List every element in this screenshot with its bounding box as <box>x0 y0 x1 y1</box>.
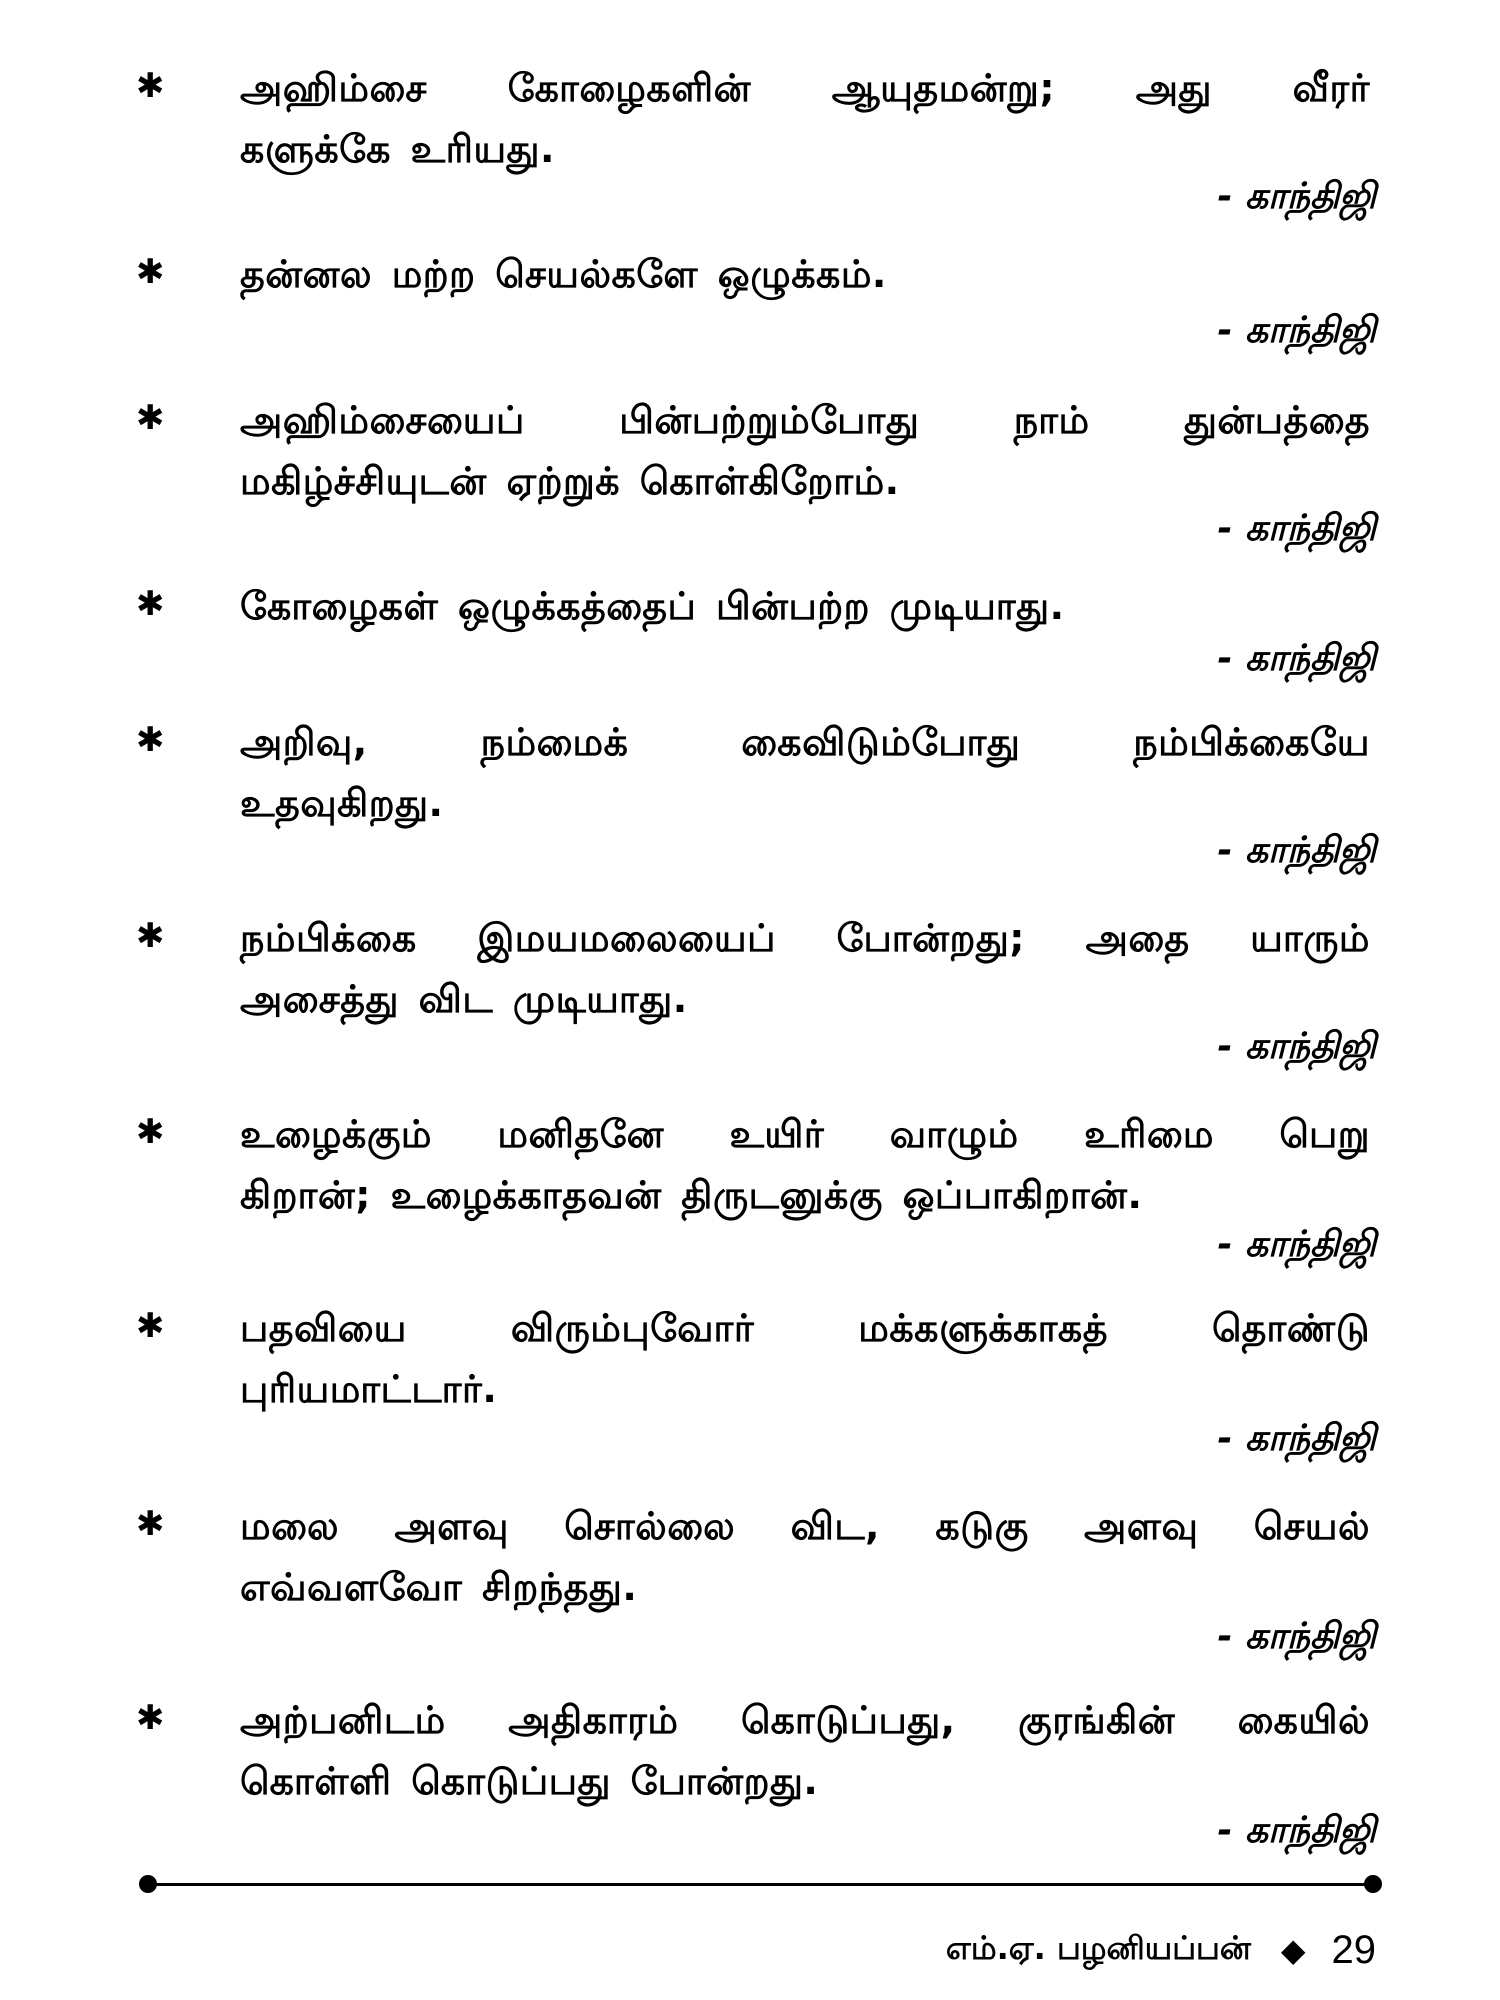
quote-text <box>240 390 1370 512</box>
quote-attribution: - காந்திஜி <box>1217 310 1376 351</box>
star-bullet-icon: ✱ <box>136 1112 165 1152</box>
quote-attribution: - காந்திஜி <box>1217 1810 1376 1851</box>
footer-author: எம்.ஏ. பழனியப்பன் <box>945 1929 1251 1967</box>
quote-line: அஹிம்சையைப் பின்பற்றும்போது நாம் துன்பத்தை <box>240 398 1370 442</box>
quote-attribution: - காந்திஜி <box>1217 830 1376 871</box>
quote-line: புரியமாட்டார். <box>240 1367 498 1411</box>
star-bullet-icon: ✱ <box>136 1504 165 1544</box>
quote-line: அசைத்து விட முடியாது. <box>240 977 688 1021</box>
quote-line: மலை அளவு சொல்லை விட, கடுகு அளவு செயல் <box>240 1504 1370 1548</box>
star-bullet-icon: ✱ <box>136 66 165 106</box>
page-number: 29 <box>1331 1927 1376 1972</box>
quote-attribution: - காந்திஜி <box>1217 1224 1376 1265</box>
quote-attribution: - காந்திஜி <box>1217 1418 1376 1459</box>
quote-line: அறிவு, நம்மைக் கைவிடும்போது நம்பிக்கையே <box>240 720 1370 764</box>
star-bullet-icon: ✱ <box>136 252 165 292</box>
quote-text <box>240 244 1370 305</box>
quote-text <box>240 1298 1370 1420</box>
star-bullet-icon: ✱ <box>136 1698 165 1738</box>
star-bullet-icon: ✱ <box>136 1306 165 1346</box>
quote-text <box>240 1496 1370 1618</box>
quote-text <box>240 712 1370 834</box>
footer-rule <box>148 1883 1374 1886</box>
quote-attribution: - காந்திஜி <box>1217 638 1376 679</box>
quote-line: கொள்ளி கொடுப்பது போன்றது. <box>240 1759 819 1803</box>
quote-line: களுக்கே உரியது. <box>240 127 555 171</box>
page-footer <box>946 1925 1376 1975</box>
quote-line: அற்பனிடம் அதிகாரம் கொடுப்பது, குரங்கின் கையில் <box>240 1698 1370 1742</box>
quote-line: பதவியை விரும்புவோர் மக்களுக்காகத் தொண்டு <box>240 1306 1370 1350</box>
quote-attribution: - காந்திஜி <box>1217 176 1376 217</box>
star-bullet-icon: ✱ <box>136 584 165 624</box>
quote-line: எவ்வளவோ சிறந்தது. <box>240 1565 638 1609</box>
quote-line: மகிழ்ச்சியுடன் ஏற்றுக் கொள்கிறோம். <box>240 459 900 503</box>
quote-attribution: - காந்திஜி <box>1217 508 1376 549</box>
quote-line: உதவுகிறது. <box>240 781 444 825</box>
quote-text <box>240 1104 1370 1226</box>
quote-attribution: - காந்திஜி <box>1217 1026 1376 1067</box>
star-bullet-icon: ✱ <box>136 720 165 760</box>
quote-text <box>240 908 1370 1030</box>
quote-line: அஹிம்சை கோழைகளின் ஆயுதமன்று; அது வீரர் <box>240 66 1370 110</box>
star-bullet-icon: ✱ <box>136 916 165 956</box>
quote-text <box>240 58 1370 180</box>
quote-text <box>240 576 1370 637</box>
quote-attribution: - காந்திஜி <box>1217 1616 1376 1657</box>
diamond-icon: ◆ <box>1280 1931 1306 1969</box>
quote-line: கோழைகள் ஒழுக்கத்தைப் பின்பற்ற முடியாது. <box>240 584 1065 628</box>
star-bullet-icon: ✱ <box>136 398 165 438</box>
quote-text <box>240 1690 1370 1812</box>
quote-line: தன்னல மற்ற செயல்களே ஒழுக்கம். <box>240 252 887 296</box>
quote-line: உழைக்கும் மனிதனே உயிர் வாழும் உரிமை பெறு <box>240 1112 1370 1156</box>
quote-line: நம்பிக்கை இமயமலையைப் போன்றது; அதை யாரும் <box>240 916 1370 960</box>
quote-line: கிறான்; உழைக்காதவன் திருடனுக்கு ஒப்பாகிறான். <box>240 1173 1143 1217</box>
rule-end-dot-right <box>1364 1875 1382 1893</box>
